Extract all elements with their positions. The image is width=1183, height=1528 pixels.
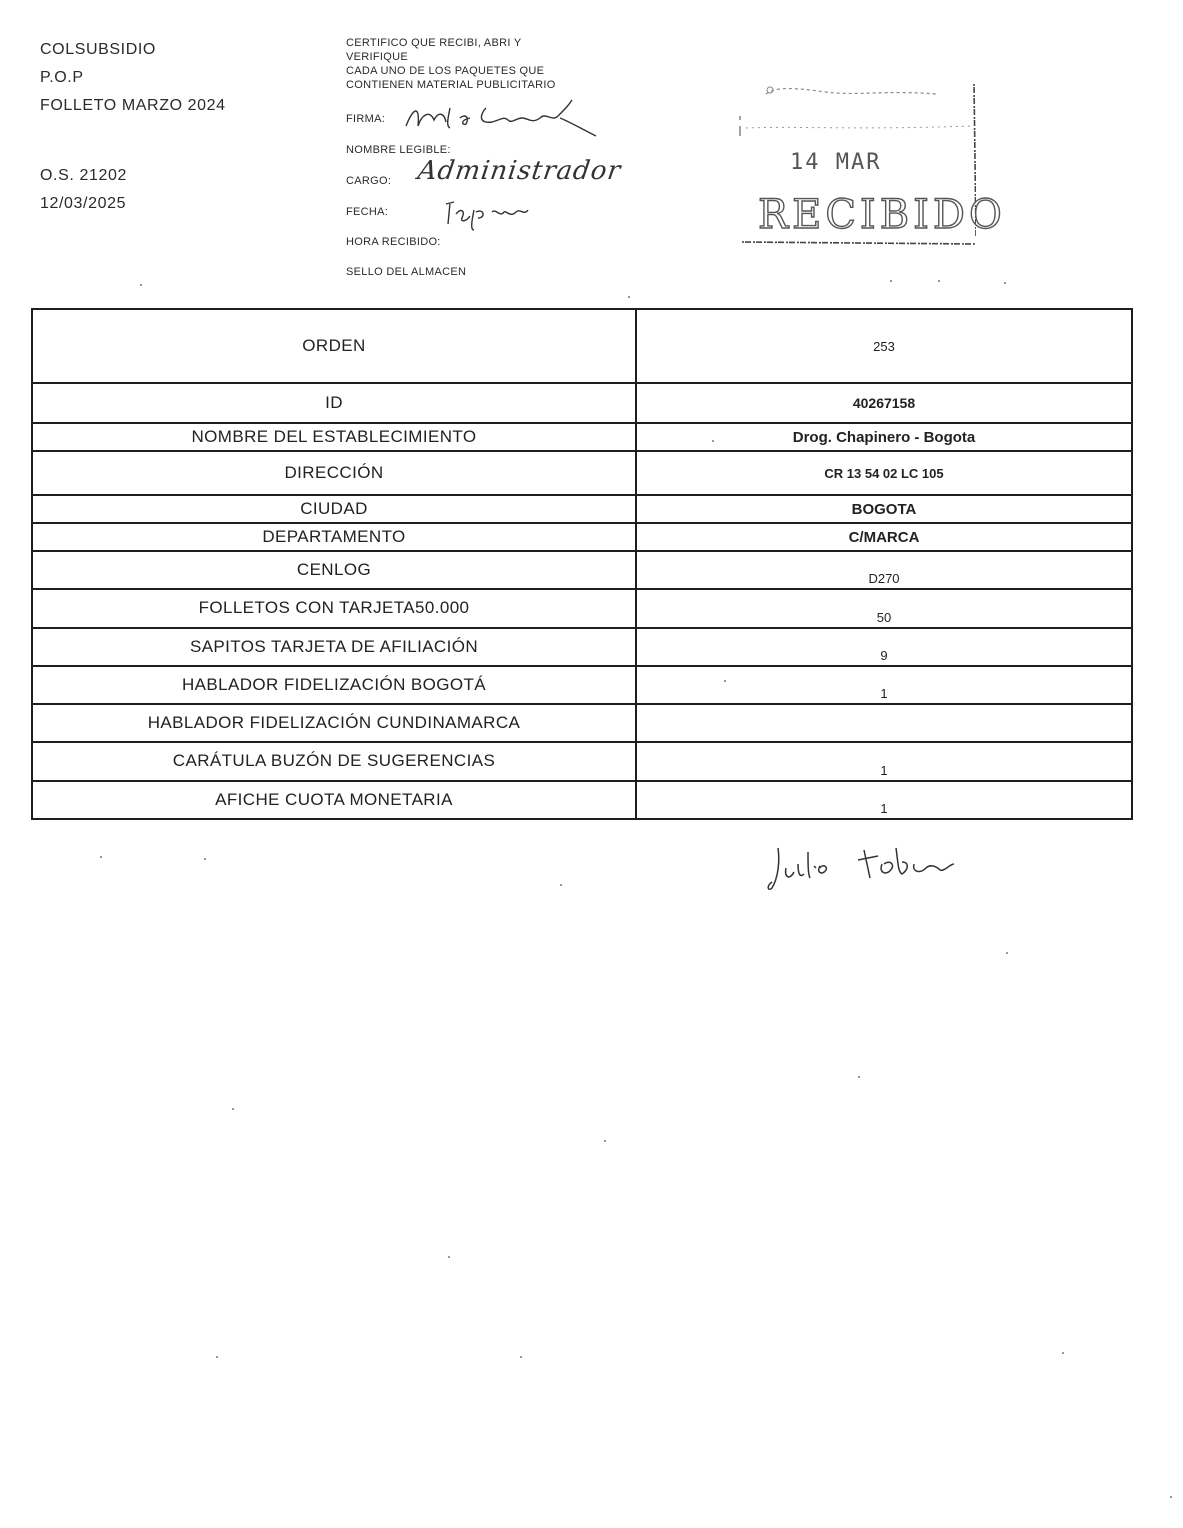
scan-speck bbox=[1006, 952, 1008, 954]
cargo-value: Administrador bbox=[415, 156, 624, 186]
scan-speck bbox=[1062, 1352, 1064, 1354]
scan-speck bbox=[712, 440, 714, 442]
service-order: O.S. 21202 bbox=[40, 167, 127, 184]
hora-recibido-label: HORA RECIBIDO: bbox=[346, 236, 441, 248]
scan-speck bbox=[628, 296, 630, 298]
row-label: SAPITOS TARJETA DE AFILIACIÓN bbox=[32, 628, 636, 666]
table-row bbox=[32, 781, 1132, 819]
table-row bbox=[32, 495, 1132, 523]
scan-speck bbox=[938, 280, 940, 282]
certification-line: VERIFIQUE bbox=[346, 51, 408, 63]
signature bbox=[400, 96, 600, 146]
row-value: BOGOTA bbox=[636, 495, 1132, 523]
cargo-label: CARGO: bbox=[346, 175, 392, 187]
scan-speck bbox=[604, 1140, 606, 1142]
sello-almacen-label: SELLO DEL ALMACEN bbox=[346, 266, 467, 278]
row-value: D270 bbox=[636, 551, 1132, 589]
table-row bbox=[32, 423, 1132, 451]
row-label: AFICHE CUOTA MONETARIA bbox=[32, 781, 636, 819]
scan-speck bbox=[100, 856, 102, 858]
nombre-legible-label: NOMBRE LEGIBLE: bbox=[346, 144, 451, 156]
scan-speck bbox=[858, 1076, 860, 1078]
scan-speck bbox=[204, 858, 206, 860]
row-label: ORDEN bbox=[32, 309, 636, 383]
row-value: Drog. Chapinero - Bogota bbox=[636, 423, 1132, 451]
service-order-block bbox=[40, 162, 127, 218]
certification-statement bbox=[346, 36, 646, 92]
table-row bbox=[32, 742, 1132, 781]
order-table bbox=[31, 308, 1133, 820]
fecha-handwriting bbox=[440, 196, 540, 232]
row-label: HABLADOR FIDELIZACIÓN CUNDINAMARCA bbox=[32, 704, 636, 742]
certification-line: CADA UNO DE LOS PAQUETES QUE bbox=[346, 65, 545, 77]
certification-line: CERTIFICO QUE RECIBI, ABRI Y bbox=[346, 37, 522, 49]
handwritten-signature bbox=[764, 834, 964, 898]
table-row bbox=[32, 551, 1132, 589]
table-row bbox=[32, 666, 1132, 704]
table-row bbox=[32, 523, 1132, 551]
scan-speck bbox=[724, 680, 726, 682]
scan-speck bbox=[1170, 1496, 1172, 1498]
table-row bbox=[32, 451, 1132, 495]
row-value: 253 bbox=[636, 309, 1132, 383]
row-value: 40267158 bbox=[636, 383, 1132, 423]
row-label: ID bbox=[32, 383, 636, 423]
certification-line: CONTIENEN MATERIAL PUBLICITARIO bbox=[346, 79, 556, 91]
row-value: 50 bbox=[636, 589, 1132, 628]
firma-label: FIRMA: bbox=[346, 113, 386, 125]
scan-speck bbox=[216, 1356, 218, 1358]
campaign-name: FOLLETO MARZO 2024 bbox=[40, 97, 226, 114]
document-date: 12/03/2025 bbox=[40, 195, 127, 212]
row-label: HABLADOR FIDELIZACIÓN BOGOTÁ bbox=[32, 666, 636, 704]
row-value: 1 bbox=[636, 742, 1132, 781]
scan-speck bbox=[520, 1356, 522, 1358]
row-label: DEPARTAMENTO bbox=[32, 523, 636, 551]
scan-speck bbox=[1004, 282, 1006, 284]
row-label: CARÁTULA BUZÓN DE SUGERENCIAS bbox=[32, 742, 636, 781]
table-row bbox=[32, 383, 1132, 423]
row-label: NOMBRE DEL ESTABLECIMIENTO bbox=[32, 423, 636, 451]
stamp-date: 14 MAR bbox=[790, 150, 882, 175]
row-value: 9 bbox=[636, 628, 1132, 666]
program-name: P.O.P bbox=[40, 69, 84, 86]
table-row bbox=[32, 309, 1132, 383]
row-value bbox=[636, 704, 1132, 742]
row-value: 1 bbox=[636, 781, 1132, 819]
stamp-word: RECIBIDO bbox=[758, 192, 1006, 238]
scan-speck bbox=[448, 1256, 450, 1258]
scan-speck bbox=[560, 884, 562, 886]
company-name: COLSUBSIDIO bbox=[40, 41, 156, 58]
row-value: CR 13 54 02 LC 105 bbox=[636, 451, 1132, 495]
scan-speck bbox=[890, 280, 892, 282]
table-row bbox=[32, 628, 1132, 666]
scan-speck bbox=[232, 1108, 234, 1110]
row-label: FOLLETOS CON TARJETA50.000 bbox=[32, 589, 636, 628]
row-value: C/MARCA bbox=[636, 523, 1132, 551]
row-label: CENLOG bbox=[32, 551, 636, 589]
row-label: CIUDAD bbox=[32, 495, 636, 523]
fecha-label: FECHA: bbox=[346, 206, 389, 218]
table-row bbox=[32, 704, 1132, 742]
row-label: DIRECCIÓN bbox=[32, 451, 636, 495]
document-header bbox=[40, 36, 226, 120]
scan-speck bbox=[140, 284, 142, 286]
table-row bbox=[32, 589, 1132, 628]
row-value: 1 bbox=[636, 666, 1132, 704]
